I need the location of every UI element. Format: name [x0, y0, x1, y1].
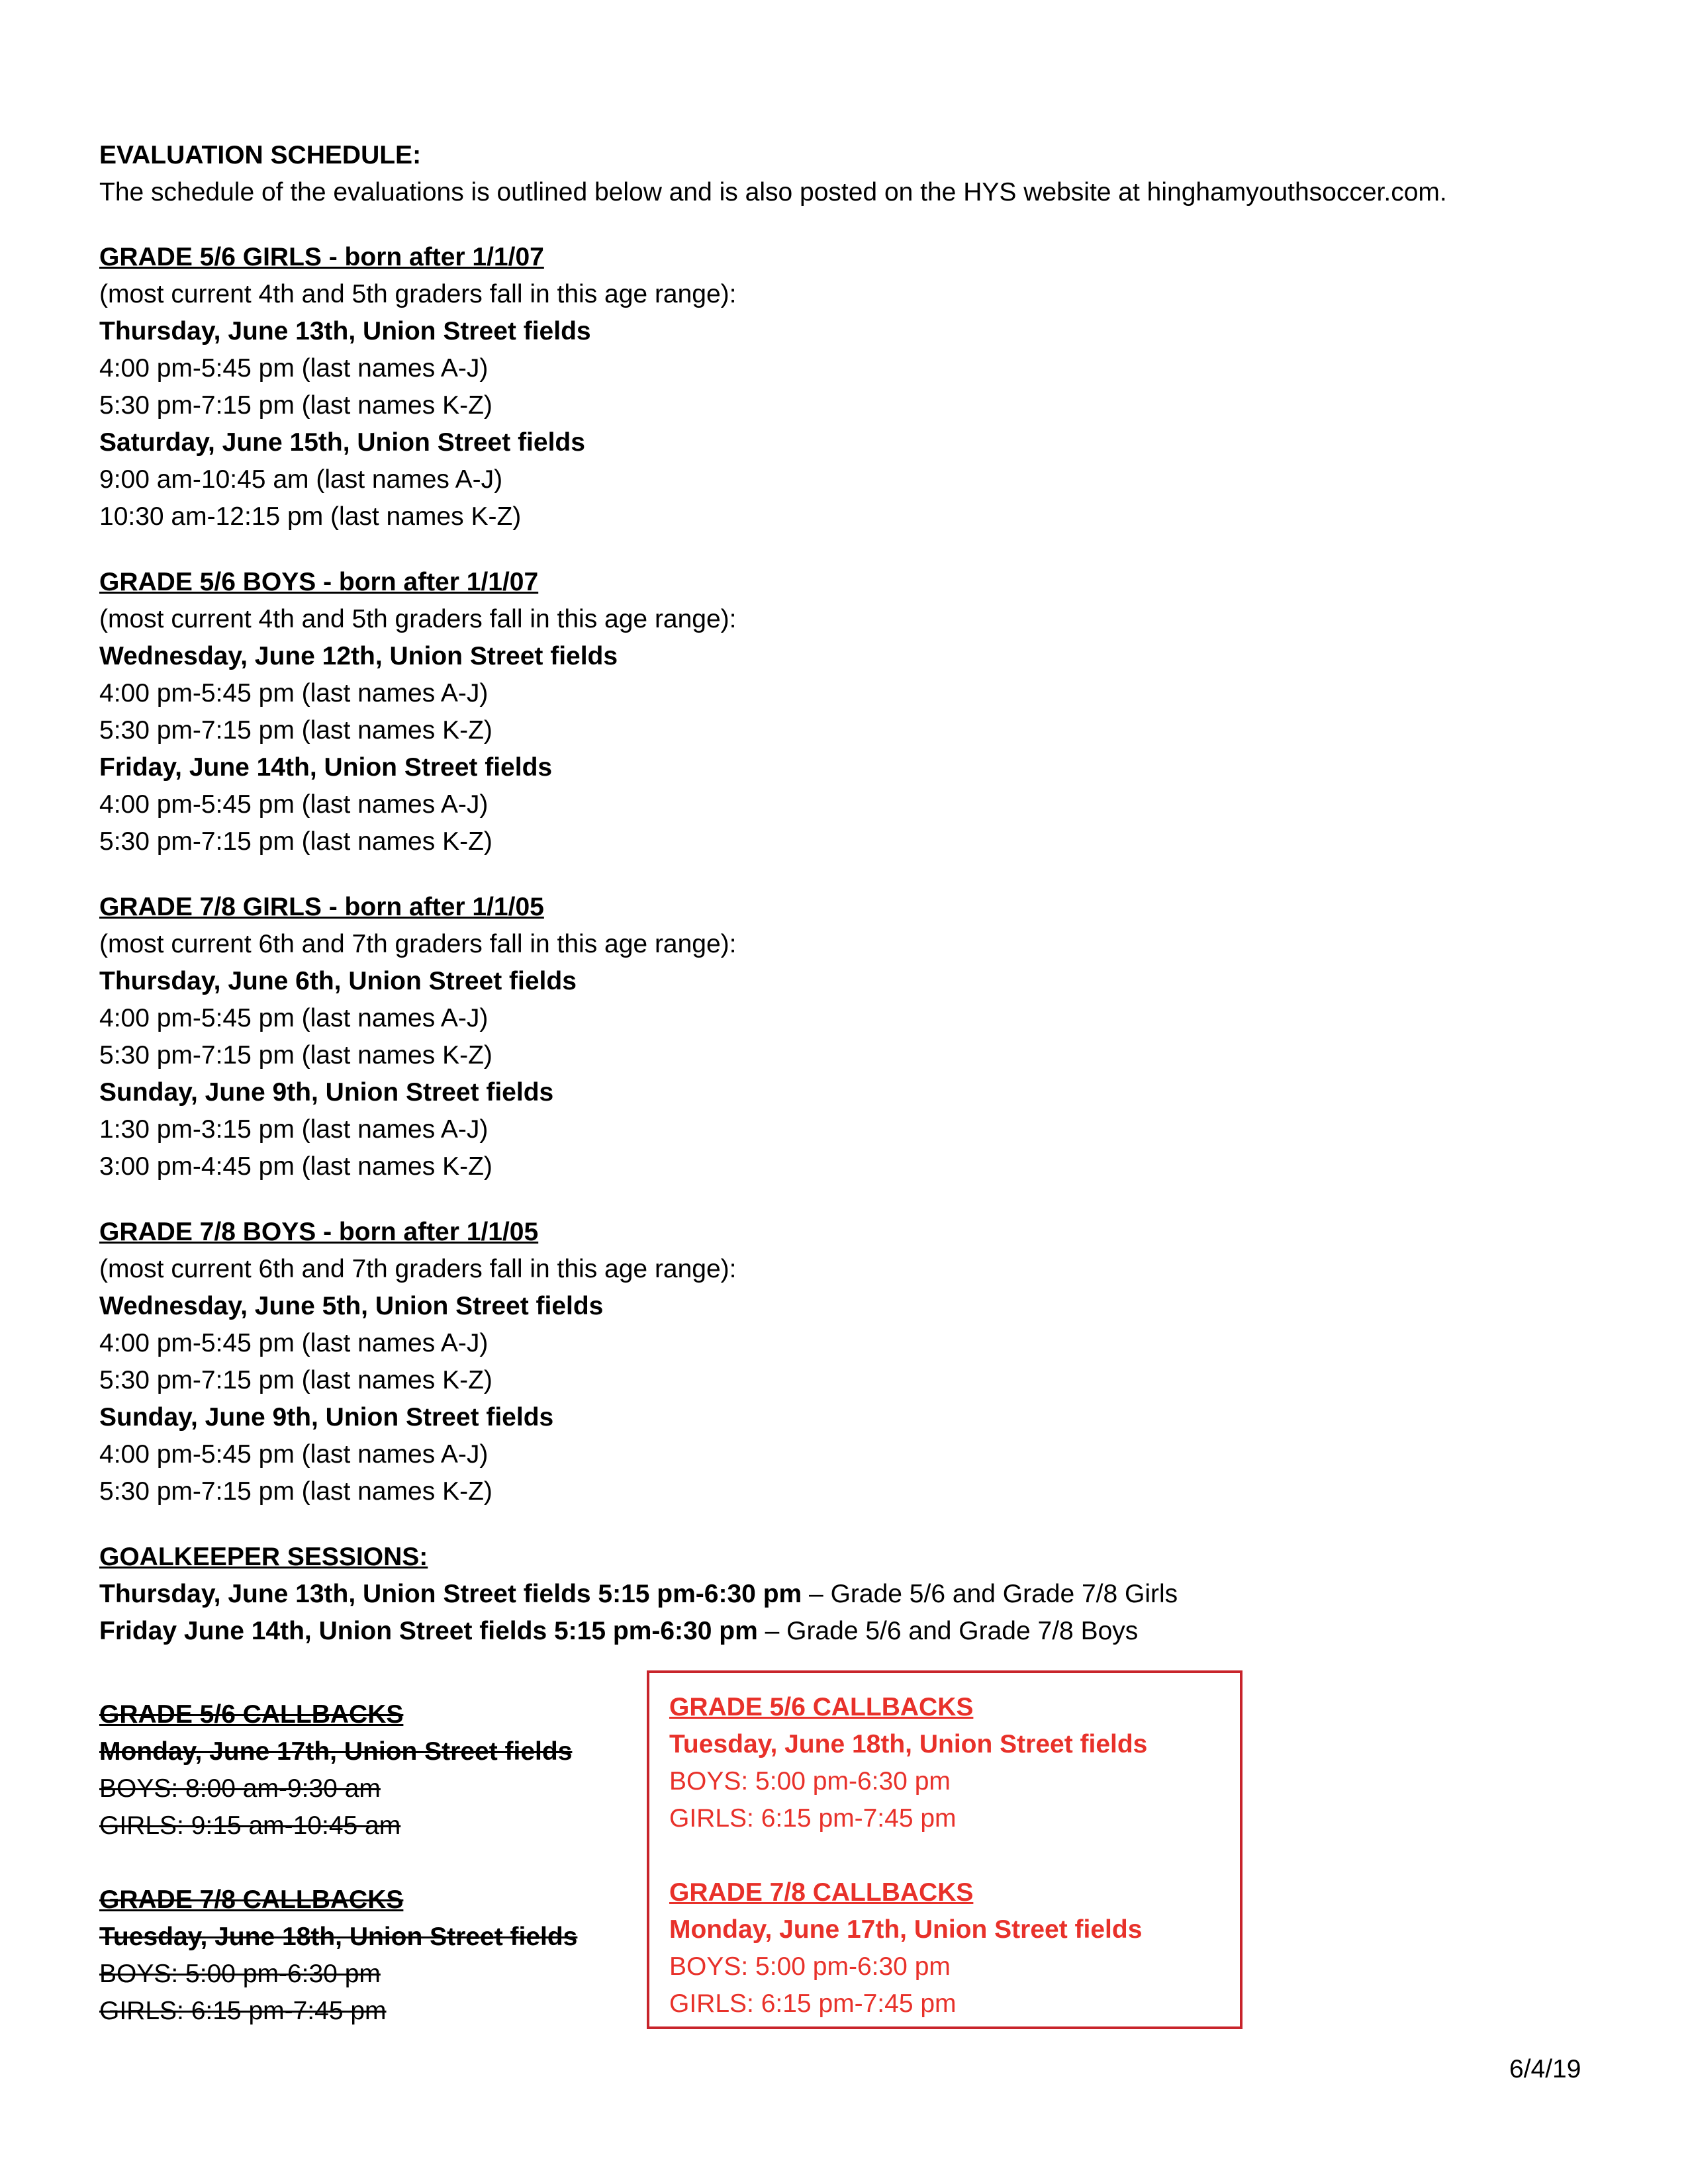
- session-day: Thursday, June 13th, Union Street fields: [99, 317, 591, 345]
- old-callback-heading: GRADE 7/8 CALLBACKS: [99, 1886, 404, 1914]
- goalkeeper-row-date: Thursday, June 13th, Union Street fields 5:15 pm-6:30 pm: [99, 1580, 802, 1608]
- new-callback-girls: GIRLS: 6:15 pm-7:45 pm: [669, 1804, 957, 1833]
- new-callback-heading: GRADE 7/8 CALLBACKS: [669, 1878, 974, 1907]
- session-day: Sunday, June 9th, Union Street fields: [99, 1078, 554, 1107]
- goalkeeper-row-group: – Grade 5/6 and Grade 7/8 Boys: [757, 1617, 1139, 1645]
- old-callback-boys: BOYS: 5:00 pm-6:30 pm: [99, 1960, 381, 1988]
- section-heading: GRADE 7/8 GIRLS - born after 1/1/05: [99, 893, 544, 921]
- session-slot: 4:00 pm-5:45 pm (last names A-J): [99, 354, 489, 383]
- old-callback-boys: BOYS: 8:00 am-9:30 am: [99, 1774, 381, 1803]
- new-callback-boys: BOYS: 5:00 pm-6:30 pm: [669, 1767, 951, 1796]
- goalkeeper-row-date: Friday June 14th, Union Street fields 5:15 pm-6:30 pm: [99, 1617, 758, 1645]
- session-slot: 5:30 pm-7:15 pm (last names K-Z): [99, 1041, 492, 1069]
- age-note: (most current 4th and 5th graders fall in this age range):: [99, 605, 737, 633]
- age-note: (most current 4th and 5th graders fall in this age range):: [99, 280, 737, 308]
- old-callback-girls: GIRLS: 9:15 am-10:45 am: [99, 1811, 401, 1840]
- session-slot: 4:00 pm-5:45 pm (last names A-J): [99, 790, 489, 819]
- age-note: (most current 6th and 7th graders fall in this age range):: [99, 930, 737, 958]
- session-slot: 5:30 pm-7:15 pm (last names K-Z): [99, 827, 492, 856]
- new-callback-girls: GIRLS: 6:15 pm-7:45 pm: [669, 1989, 957, 2018]
- section-heading: GRADE 5/6 GIRLS - born after 1/1/07: [99, 243, 544, 271]
- session-day: Saturday, June 15th, Union Street fields: [99, 428, 585, 457]
- intro-text: The schedule of the evaluations is outlined below and is also posted on the HYS website at hinghamyouthsoccer.com.: [99, 178, 1447, 206]
- old-callback-heading: GRADE 5/6 CALLBACKS: [99, 1700, 404, 1729]
- session-slot: 9:00 am-10:45 am (last names A-J): [99, 465, 503, 494]
- session-slot: 4:00 pm-5:45 pm (last names A-J): [99, 679, 489, 707]
- session-day: Sunday, June 9th, Union Street fields: [99, 1403, 554, 1432]
- section-heading: GRADE 7/8 BOYS - born after 1/1/05: [99, 1218, 539, 1246]
- new-callback-heading: GRADE 5/6 CALLBACKS: [669, 1693, 974, 1721]
- goalkeeper-row-group: – Grade 5/6 and Grade 7/8 Girls: [802, 1580, 1178, 1608]
- session-slot: 5:30 pm-7:15 pm (last names K-Z): [99, 1477, 492, 1506]
- session-slot: 5:30 pm-7:15 pm (last names K-Z): [99, 1366, 492, 1394]
- old-callback-day: Tuesday, June 18th, Union Street fields: [99, 1923, 578, 1951]
- goalkeeper-row: [99, 1576, 1178, 1613]
- new-callback-day: Monday, June 17th, Union Street fields: [669, 1915, 1143, 1944]
- updated-callbacks-box: [647, 1670, 1243, 2029]
- goalkeeper-row: [99, 1613, 1138, 1650]
- session-slot: 5:30 pm-7:15 pm (last names K-Z): [99, 391, 492, 420]
- session-day: Wednesday, June 12th, Union Street fields: [99, 642, 618, 670]
- section-heading: GRADE 5/6 BOYS - born after 1/1/07: [99, 568, 539, 596]
- session-slot: 4:00 pm-5:45 pm (last names A-J): [99, 1440, 489, 1469]
- age-note: (most current 6th and 7th graders fall in this age range):: [99, 1255, 737, 1283]
- session-day: Friday, June 14th, Union Street fields: [99, 753, 553, 782]
- goalkeeper-heading: GOALKEEPER SESSIONS:: [99, 1543, 428, 1571]
- page-title: EVALUATION SCHEDULE:: [99, 141, 422, 169]
- session-slot: 3:00 pm-4:45 pm (last names K-Z): [99, 1152, 492, 1181]
- session-day: Thursday, June 6th, Union Street fields: [99, 967, 577, 995]
- new-callback-day: Tuesday, June 18th, Union Street fields: [669, 1730, 1148, 1758]
- session-slot: 1:30 pm-3:15 pm (last names A-J): [99, 1115, 489, 1144]
- session-slot: 4:00 pm-5:45 pm (last names A-J): [99, 1329, 489, 1357]
- session-day: Wednesday, June 5th, Union Street fields: [99, 1292, 604, 1320]
- old-callback-day: Monday, June 17th, Union Street fields: [99, 1737, 573, 1766]
- session-slot: 4:00 pm-5:45 pm (last names A-J): [99, 1004, 489, 1032]
- old-callback-girls: GIRLS: 6:15 pm-7:45 pm: [99, 1997, 387, 2025]
- footer-date: 6/4/19: [1509, 2055, 1581, 2083]
- session-slot: 5:30 pm-7:15 pm (last names K-Z): [99, 716, 492, 745]
- session-slot: 10:30 am-12:15 pm (last names K-Z): [99, 502, 522, 531]
- new-callback-boys: BOYS: 5:00 pm-6:30 pm: [669, 1952, 951, 1981]
